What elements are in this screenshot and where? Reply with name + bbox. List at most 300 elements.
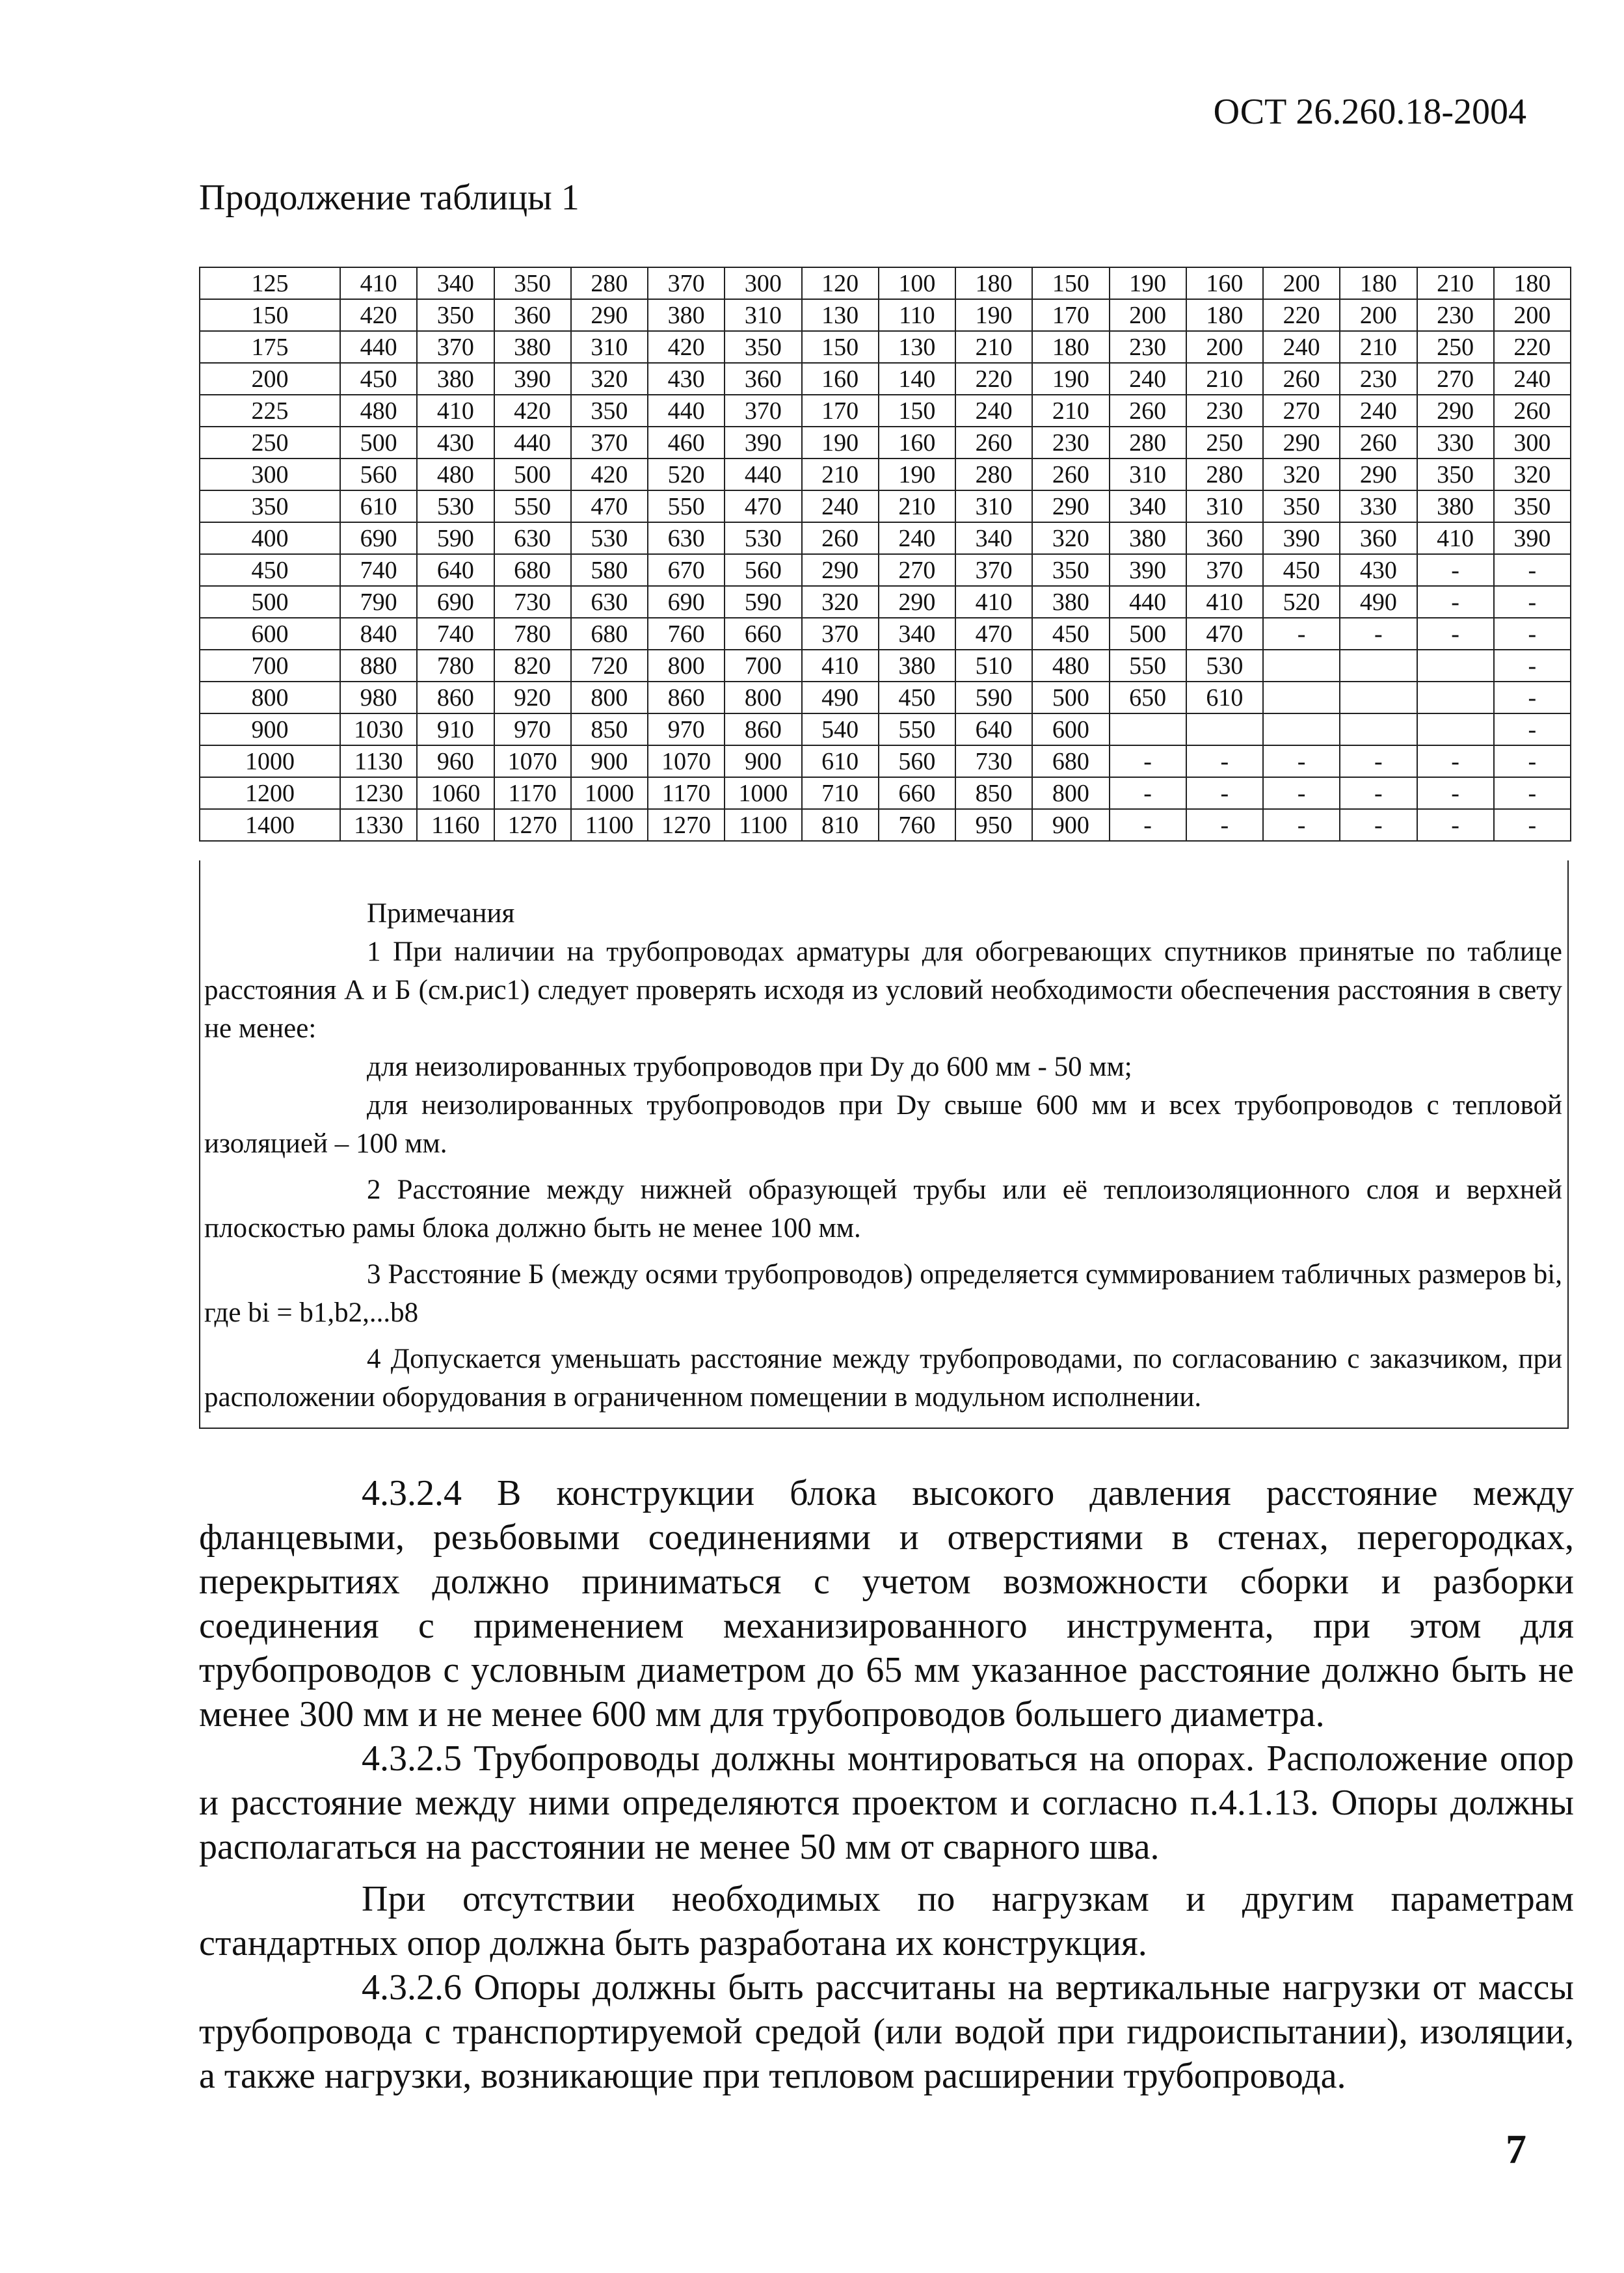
table-cell <box>1186 713 1263 745</box>
table-cell: 240 <box>1494 363 1571 395</box>
table-cell: 360 <box>725 363 801 395</box>
table-cell: 380 <box>1032 586 1109 618</box>
table-cell: 590 <box>725 586 801 618</box>
table-cell: 430 <box>648 363 725 395</box>
table-cell: - <box>1110 745 1186 777</box>
table-cell: 530 <box>417 490 494 522</box>
table-cell: 560 <box>725 554 801 586</box>
table-cell: 160 <box>879 427 955 459</box>
paragraph-4-3-2-5: 4.3.2.5 Трубопроводы должны монтироваться на опорах. Расположение опор и расстояние между ними определяются проектом и согласно п.4.1.13. Опоры должны располагаться на расстоянии не менее 50 мм от сварного шва. <box>199 1738 1574 1867</box>
table-cell: 210 <box>1340 331 1417 363</box>
row-header-cell: 1200 <box>200 777 340 809</box>
table-cell: - <box>1110 809 1186 841</box>
table-cell: 950 <box>955 809 1032 841</box>
table-cell: 240 <box>1263 331 1340 363</box>
table-cell: 500 <box>1110 618 1186 650</box>
table-cell: 450 <box>1263 554 1340 586</box>
table-cell: 520 <box>648 459 725 490</box>
table-cell: 540 <box>802 713 879 745</box>
table-cell: 800 <box>571 682 648 713</box>
table-row <box>200 427 1571 459</box>
table-cell: 440 <box>1110 586 1186 618</box>
table-cell <box>1417 682 1494 713</box>
table-cell: 240 <box>955 395 1032 427</box>
table-cell: 290 <box>1263 427 1340 459</box>
table-cell: 100 <box>879 267 955 299</box>
table-cell: 610 <box>1186 682 1263 713</box>
table-cell: 500 <box>1032 682 1109 713</box>
table-cell: 630 <box>648 522 725 554</box>
table-cell: - <box>1494 586 1571 618</box>
table-cell: 320 <box>571 363 648 395</box>
table-cell: 690 <box>417 586 494 618</box>
table-cell: 450 <box>879 682 955 713</box>
table-cell: 240 <box>1110 363 1186 395</box>
row-header-cell: 500 <box>200 586 340 618</box>
row-header-cell: 450 <box>200 554 340 586</box>
table-cell: 1000 <box>571 777 648 809</box>
table-cell: 1160 <box>417 809 494 841</box>
table-cell: 210 <box>955 331 1032 363</box>
table-cell: 530 <box>1186 650 1263 682</box>
table-cell: 350 <box>1417 459 1494 490</box>
table-cell: 1030 <box>340 713 417 745</box>
table-cell: 630 <box>494 522 571 554</box>
table-cell: 440 <box>494 427 571 459</box>
table-cell: 320 <box>1494 459 1571 490</box>
table-cell: 680 <box>1032 745 1109 777</box>
table-cell: 370 <box>571 427 648 459</box>
table-cell: 380 <box>1417 490 1494 522</box>
table-cell: 150 <box>1032 267 1109 299</box>
table-cell: - <box>1494 713 1571 745</box>
table-cell: 350 <box>494 267 571 299</box>
table-cell: 550 <box>494 490 571 522</box>
table-cell: 270 <box>879 554 955 586</box>
table-cell: - <box>1494 745 1571 777</box>
table-cell: 1130 <box>340 745 417 777</box>
table-cell: 260 <box>1340 427 1417 459</box>
table-row <box>200 490 1571 522</box>
table-cell: 310 <box>955 490 1032 522</box>
document-code: ОСТ 26.260.18-2004 <box>1213 92 1526 132</box>
table-cell: 410 <box>1186 586 1263 618</box>
table-cell: 780 <box>494 618 571 650</box>
table-cell: 370 <box>648 267 725 299</box>
table-cell: 260 <box>955 427 1032 459</box>
table-cell: - <box>1340 618 1417 650</box>
table-cell: 370 <box>802 618 879 650</box>
row-header-cell: 150 <box>200 299 340 331</box>
table-cell: - <box>1417 554 1494 586</box>
table-cell: 360 <box>1340 522 1417 554</box>
table-cell: 860 <box>725 713 801 745</box>
table-cell: 370 <box>417 331 494 363</box>
table-cell: 680 <box>571 618 648 650</box>
table-cell: 470 <box>725 490 801 522</box>
table-cell: 160 <box>802 363 879 395</box>
table-cell: - <box>1417 745 1494 777</box>
table-cell: 290 <box>1340 459 1417 490</box>
table-cell: 1270 <box>648 809 725 841</box>
table-cell: 480 <box>417 459 494 490</box>
table-cell: 240 <box>879 522 955 554</box>
table-cell: 550 <box>648 490 725 522</box>
table-cell: 560 <box>340 459 417 490</box>
table-cell: 320 <box>802 586 879 618</box>
table-cell: 200 <box>1494 299 1571 331</box>
table-cell: 760 <box>648 618 725 650</box>
table-cell: 850 <box>571 713 648 745</box>
table-cell <box>1340 682 1417 713</box>
table-cell: 230 <box>1032 427 1109 459</box>
row-header-cell: 250 <box>200 427 340 459</box>
table-cell: 210 <box>1186 363 1263 395</box>
table-cell: 490 <box>802 682 879 713</box>
table-cell: - <box>1494 809 1571 841</box>
table-cell: 420 <box>648 331 725 363</box>
table-cell: 280 <box>571 267 648 299</box>
note-1-item-b: для неизолированных трубопроводов при Dy свыше 600 мм и всех трубопроводов с тепловой изоляцией – 100 мм. <box>204 1090 1562 1159</box>
table-cell: 1070 <box>648 745 725 777</box>
table-cell: 810 <box>802 809 879 841</box>
table-cell: 210 <box>1032 395 1109 427</box>
table-cell: 280 <box>955 459 1032 490</box>
table-cell: 740 <box>340 554 417 586</box>
table-cell: 450 <box>340 363 417 395</box>
table-cell: 480 <box>340 395 417 427</box>
table-cell: - <box>1494 777 1571 809</box>
table-cell: 290 <box>571 299 648 331</box>
table-cell: 720 <box>571 650 648 682</box>
table-cell: - <box>1186 777 1263 809</box>
table-cell: 120 <box>802 267 879 299</box>
table-cell: 840 <box>340 618 417 650</box>
table-row <box>200 745 1571 777</box>
table-cell: 310 <box>725 299 801 331</box>
table-cell: 410 <box>340 267 417 299</box>
table-cell: 170 <box>802 395 879 427</box>
table-cell: 470 <box>1186 618 1263 650</box>
table-cell: - <box>1263 618 1340 650</box>
table-cell: - <box>1494 650 1571 682</box>
table-cell: 640 <box>417 554 494 586</box>
table-cell: 590 <box>417 522 494 554</box>
table-cell: 380 <box>494 331 571 363</box>
table-cell <box>1110 713 1186 745</box>
table-cell: 380 <box>417 363 494 395</box>
table-cell: 150 <box>879 395 955 427</box>
table-cell: 610 <box>340 490 417 522</box>
table-cell: 900 <box>571 745 648 777</box>
table-cell: 730 <box>955 745 1032 777</box>
table-cell: - <box>1417 618 1494 650</box>
table-cell: 660 <box>879 777 955 809</box>
table-cell: 970 <box>648 713 725 745</box>
table-cell: 1230 <box>340 777 417 809</box>
row-header-cell: 400 <box>200 522 340 554</box>
table-cell: 680 <box>494 554 571 586</box>
table-cell: 580 <box>571 554 648 586</box>
table-cell: 320 <box>1263 459 1340 490</box>
table-cell: 970 <box>494 713 571 745</box>
table-cell: - <box>1494 554 1571 586</box>
table-cell: - <box>1494 682 1571 713</box>
table-cell: 1270 <box>494 809 571 841</box>
table-cell: 450 <box>1032 618 1109 650</box>
table-cell: 850 <box>955 777 1032 809</box>
row-header-cell: 600 <box>200 618 340 650</box>
table-row <box>200 650 1571 682</box>
table-cell <box>1340 713 1417 745</box>
distances-table <box>199 267 1571 842</box>
row-header-cell: 350 <box>200 490 340 522</box>
table-cell: 330 <box>1340 490 1417 522</box>
table-cell: 180 <box>1340 267 1417 299</box>
paragraph-supports: При отсутствии необходимых по нагрузкам и другим параметрам стандартных опор должна быть разработана их конструкция. <box>199 1879 1574 1963</box>
table-cell: 260 <box>1110 395 1186 427</box>
table-cell: 1330 <box>340 809 417 841</box>
table-cell: 610 <box>802 745 879 777</box>
table-cell: 160 <box>1186 267 1263 299</box>
table-cell: 370 <box>955 554 1032 586</box>
table-cell: 900 <box>1032 809 1109 841</box>
table-cell: 410 <box>802 650 879 682</box>
table-cell: 340 <box>879 618 955 650</box>
table-cell: 210 <box>879 490 955 522</box>
table-cell: 800 <box>648 650 725 682</box>
table-row <box>200 267 1571 299</box>
table-cell: 530 <box>571 522 648 554</box>
table-cell: 320 <box>1032 522 1109 554</box>
table-cell: 180 <box>1032 331 1109 363</box>
table-cell: 860 <box>648 682 725 713</box>
table-cell: 630 <box>571 586 648 618</box>
row-header-cell: 125 <box>200 267 340 299</box>
table-cell: 670 <box>648 554 725 586</box>
table-cell: - <box>1340 745 1417 777</box>
table-cell: - <box>1186 809 1263 841</box>
table-row <box>200 554 1571 586</box>
table-row <box>200 809 1571 841</box>
table-cell: 260 <box>1263 363 1340 395</box>
note-4: 4 Допускается уменьшать расстояние между трубопроводами, по согласованию с заказчиком, при расположении оборудования в ограниченном помещении в модульном исполнении. <box>204 1344 1562 1413</box>
table-cell <box>1263 682 1340 713</box>
table-cell: 280 <box>1110 427 1186 459</box>
table-cell: - <box>1263 809 1340 841</box>
table-cell: 740 <box>417 618 494 650</box>
table-cell: 240 <box>802 490 879 522</box>
table-cell: 410 <box>955 586 1032 618</box>
table-cell: 380 <box>648 299 725 331</box>
table-cell: 690 <box>340 522 417 554</box>
table-cell: 1070 <box>494 745 571 777</box>
table-cell: 820 <box>494 650 571 682</box>
table-row <box>200 299 1571 331</box>
table-cell: 790 <box>340 586 417 618</box>
table-cell: 980 <box>340 682 417 713</box>
table-cell: 260 <box>1032 459 1109 490</box>
table-cell: 330 <box>1417 427 1494 459</box>
table-row <box>200 522 1571 554</box>
table-cell: 130 <box>879 331 955 363</box>
table-cell: 350 <box>1494 490 1571 522</box>
table-cell: 200 <box>1340 299 1417 331</box>
note-1: 1 При наличии на трубопроводах арматуры для обогревающих спутников принятые по таблице расстояния А и Б (см.рис1) следует проверять исходя из условий необходимости обеспечения расстояния в свету не менее: <box>204 937 1562 1044</box>
table-cell: 340 <box>955 522 1032 554</box>
table-cell: 230 <box>1110 331 1186 363</box>
table-cell: 110 <box>879 299 955 331</box>
table-cell: 440 <box>340 331 417 363</box>
table-cell: 1060 <box>417 777 494 809</box>
table-cell: 230 <box>1186 395 1263 427</box>
table-cell: 420 <box>571 459 648 490</box>
note-3: 3 Расстояние Б (между осями трубопроводов) определяется суммированием табличных размеров bi, где bi = b1,b2,...b8 <box>204 1259 1562 1328</box>
table-cell: 380 <box>1110 522 1186 554</box>
table-cell: 430 <box>1340 554 1417 586</box>
table-cell: 880 <box>340 650 417 682</box>
table-cell: 1170 <box>648 777 725 809</box>
table-cell: 800 <box>725 682 801 713</box>
table-cell: 900 <box>725 745 801 777</box>
table-cell: - <box>1110 777 1186 809</box>
table-cell: 190 <box>879 459 955 490</box>
table-cell: 260 <box>1494 395 1571 427</box>
table-cell: 360 <box>494 299 571 331</box>
table-cell: 710 <box>802 777 879 809</box>
table-row <box>200 331 1571 363</box>
table-row <box>200 363 1571 395</box>
table-cell <box>1263 713 1340 745</box>
table-row <box>200 586 1571 618</box>
table-cell: 490 <box>1340 586 1417 618</box>
paragraph-4-3-2-4: 4.3.2.4 В конструкции блока высокого давления расстояние между фланцевыми, резьбовыми соединениями и отверстиями в стенах, перегородках, перекрытиях должно приниматься с учетом возможности сборки и разборки соединения с применением механизированного инструмента, при этом для трубопроводов с условным диаметром до 65 мм указанное расстояние должно быть не менее 300 мм и не менее 600 мм для трубопроводов большего диаметра. <box>199 1473 1574 1735</box>
table-row <box>200 682 1571 713</box>
paragraph-4-3-2-6: 4.3.2.6 Опоры должны быть рассчитаны на вертикальные нагрузки от массы трубопровода с транспортируемой средой (или водой при гидроиспытании), изоляции, а также нагрузки, возникающие при тепловом расширении трубопровода. <box>199 1967 1574 2096</box>
table-cell: 910 <box>417 713 494 745</box>
table-cell: 410 <box>1417 522 1494 554</box>
table-cell: 180 <box>955 267 1032 299</box>
table-cell: 130 <box>802 299 879 331</box>
table-cell: 210 <box>1417 267 1494 299</box>
table-cell: 390 <box>1263 522 1340 554</box>
table-cell: 250 <box>1417 331 1494 363</box>
table-cell: 550 <box>879 713 955 745</box>
table-cell: 360 <box>1186 522 1263 554</box>
table-row <box>200 459 1571 490</box>
table-cell: 800 <box>1032 777 1109 809</box>
table-cell: - <box>1263 777 1340 809</box>
row-header-cell: 1000 <box>200 745 340 777</box>
table-cell: 220 <box>1263 299 1340 331</box>
table-cell: 440 <box>648 395 725 427</box>
table-row <box>200 777 1571 809</box>
table-cell: 300 <box>1494 427 1571 459</box>
table-cell: - <box>1417 809 1494 841</box>
table-cell: 170 <box>1032 299 1109 331</box>
table-row <box>200 713 1571 745</box>
table-cell: 350 <box>1263 490 1340 522</box>
table-cell: 270 <box>1417 363 1494 395</box>
table-cell: 500 <box>340 427 417 459</box>
table-cell: 350 <box>1032 554 1109 586</box>
table-cell <box>1263 650 1340 682</box>
table-cell: 390 <box>725 427 801 459</box>
table-cell: 290 <box>1417 395 1494 427</box>
table-cell: 200 <box>1186 331 1263 363</box>
table-cell: 310 <box>1186 490 1263 522</box>
table-cell: 560 <box>879 745 955 777</box>
table-cell: 920 <box>494 682 571 713</box>
table-cell: 470 <box>955 618 1032 650</box>
table-cell: - <box>1263 745 1340 777</box>
table-cell: 370 <box>725 395 801 427</box>
table-cell: 470 <box>571 490 648 522</box>
table-cell: 220 <box>955 363 1032 395</box>
row-header-cell: 300 <box>200 459 340 490</box>
table-cell: 210 <box>802 459 879 490</box>
table-caption: Продолжение таблицы 1 <box>199 178 579 218</box>
table-cell: 310 <box>1110 459 1186 490</box>
table-cell: 640 <box>955 713 1032 745</box>
table-cell: 390 <box>494 363 571 395</box>
row-header-cell: 225 <box>200 395 340 427</box>
table-cell: - <box>1494 618 1571 650</box>
table-cell: 270 <box>1263 395 1340 427</box>
table-cell: 220 <box>1494 331 1571 363</box>
table-cell: 1100 <box>725 809 801 841</box>
table-cell: 340 <box>417 267 494 299</box>
table-cell: 480 <box>1032 650 1109 682</box>
table-cell: 190 <box>1032 363 1109 395</box>
table-cell: 730 <box>494 586 571 618</box>
table-cell: 780 <box>417 650 494 682</box>
table-cell: 370 <box>1186 554 1263 586</box>
table-cell: 600 <box>1032 713 1109 745</box>
table-cell: 190 <box>1110 267 1186 299</box>
table-cell: 690 <box>648 586 725 618</box>
table-cell: 1170 <box>494 777 571 809</box>
table-cell: 650 <box>1110 682 1186 713</box>
table-cell: 190 <box>802 427 879 459</box>
table-cell: 290 <box>879 586 955 618</box>
table-cell: - <box>1340 809 1417 841</box>
table-cell: 240 <box>1340 395 1417 427</box>
table-cell: 550 <box>1110 650 1186 682</box>
table-cell: 230 <box>1417 299 1494 331</box>
table-cell: 410 <box>417 395 494 427</box>
table-cell: 200 <box>1263 267 1340 299</box>
table-cell: 390 <box>1494 522 1571 554</box>
row-header-cell: 800 <box>200 682 340 713</box>
table-cell: 860 <box>417 682 494 713</box>
table-cell: 350 <box>571 395 648 427</box>
notes-title: Примечания <box>367 898 515 929</box>
table-cell: 150 <box>802 331 879 363</box>
table-cell: 250 <box>1186 427 1263 459</box>
table-cell: 660 <box>725 618 801 650</box>
table-cell: 500 <box>494 459 571 490</box>
table-cell: 460 <box>648 427 725 459</box>
table-cell: 350 <box>725 331 801 363</box>
table-cell: 420 <box>494 395 571 427</box>
table-cell: 760 <box>879 809 955 841</box>
table-cell: 340 <box>1110 490 1186 522</box>
table-cell: 520 <box>1263 586 1340 618</box>
table-cell: 1100 <box>571 809 648 841</box>
table-cell: 430 <box>417 427 494 459</box>
table-cell: 380 <box>879 650 955 682</box>
